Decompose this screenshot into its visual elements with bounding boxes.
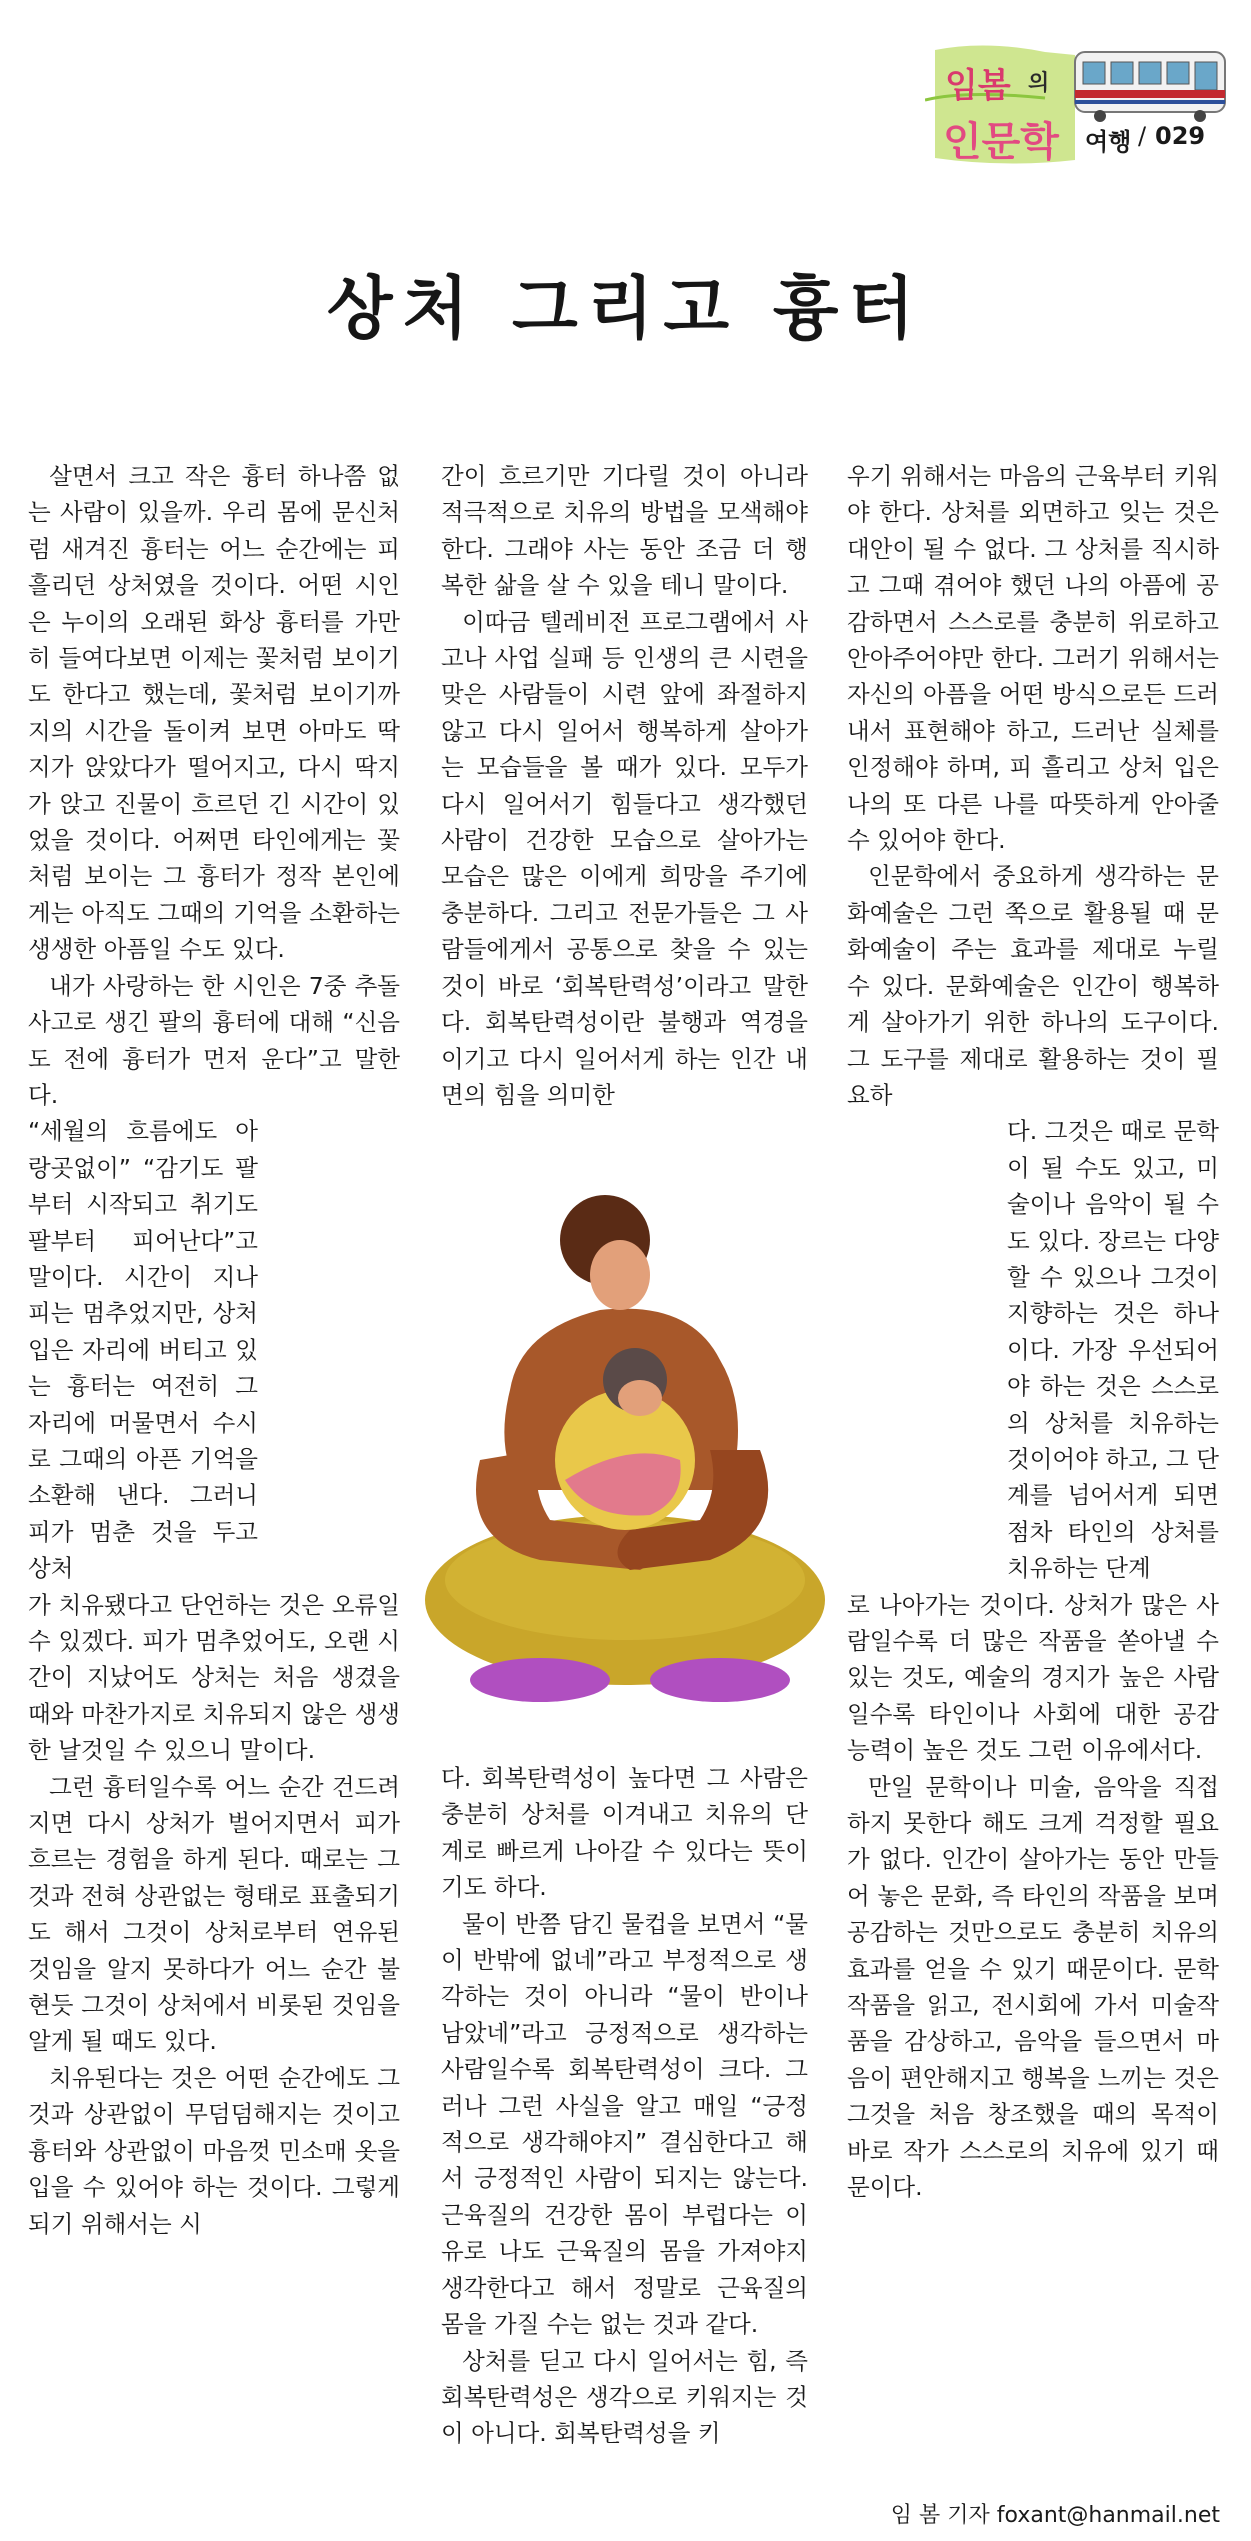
series-badge [925, 30, 1235, 170]
article-column-2-top [441, 458, 808, 1113]
paragraph-wrap: “세월의 흐름에도 아랑곳없이” “감기도 팔부터 시작되고 취기도 팔부터 피어난다”고 말이다. 시간이 지나 피는 멈추었지만, 상처 입은 자리에 버티고 있는 흉터는 여전히 그 자리에 머물면서 수시로 그때의 아픈 기억을 소환해 낸다. 그러니 피가 멈춘 것을 두고 상처 [28, 1117, 258, 1583]
paragraph: 물이 반쯤 담긴 물컵을 보면서 “물이 반밖에 없네”라고 부정적으로 생각하는 것이 아니라 “물이 반이나 남았네”라고 긍정적으로 생각하는 사람일수록 회복탄력성이 크다. 그러나 그런 사실을 알고 매일 “긍정적으로 생각해야지” 결심한다고 해서 긍정적인 사람이 되지는 않는다. 근육질의 건강한 몸이 부럽다는 이유로 나도 근육질의 몸을 가져야지 생각한다고 해서 정말로 근육질의 몸을 가질 수는 없는 것과 같다. [441, 1909, 808, 2339]
paragraph: 만일 문학이나 미술, 음악을 직접 하지 못한다 해도 크게 걱정할 필요가 없다. 인간이 살아가는 동안 만들어 놓은 문화, 즉 타인의 작품을 보며 공감하는 것만으로도 충분히 치유의 효과를 얻을 수 있기 때문이다. 문학작품을 읽고, 전시회에 가서 미술작품을 감상하고, 음악을 들으면서 마음이 편안해지고 행복을 느끼는 것은 그것을 처음 창조했을 때의 목적이 바로 작가 스스로의 치유에 있기 때문이다. [847, 1772, 1219, 2202]
series-name-of: 의 [1028, 71, 1050, 96]
series-name-part2: 인문학 [943, 119, 1059, 165]
paragraph: 간이 흐르기만 기다릴 것이 아니라 적극적으로 치유의 방법을 모색해야 한다. 그래야 사는 동안 조금 더 행복한 삶을 살 수 있을 테니 말이다. [441, 462, 808, 600]
paragraph: 상처를 딛고 다시 일어서는 힘, 즉 회복탄력성은 생각으로 키워지는 것이 아니다. 회복탄력성을 키 [441, 2346, 808, 2448]
paragraph-wrap: 다. 그것은 때로 문학이 될 수도 있고, 미술이나 음악이 될 수도 있다. 장르는 다양할 수 있으나 그것이 지향하는 것은 하나이다. 가장 우선되어야 하는 것은 스스로의 상처를 치유하는 것이어야 하고, 그 단계를 넘어서게 되면 점차 타인의 상처를 치유하는 단계 [1007, 1117, 1219, 1583]
paragraph: 로 나아가는 것이다. 상처가 많은 사람일수록 더 많은 작품을 쏟아낼 수 있는 것도, 예술의 경지가 높은 사람일수록 타인이나 사회에 대한 공감 능력이 높은 것도 그런 이유에서다. [847, 1590, 1219, 1765]
series-number: 029 [1155, 122, 1206, 150]
paragraph: 우기 위해서는 마음의 근육부터 키워야 한다. 상처를 외면하고 잊는 것은 대안이 될 수 없다. 그 상처를 직시하고 그때 겪어야 했던 나의 아픔에 공감하면서 스스로를 충분히 위로하고 안아주어야만 한다. 그러기 위해서는 자신의 아픔을 어떤 방식으로든 드러내서 표현해야 하고, 드러난 실체를 인정해야 하며, 피 흘리고 상처 입은 나의 또 다른 나를 따뜻하게 안아줄 수 있어야 한다. [847, 462, 1219, 855]
byline: 임 봄 기자 foxant@hanmail.net [890, 2503, 1220, 2528]
article-column-3 [847, 458, 1219, 2206]
article-headline: 상처 그리고 흉터 [326, 269, 925, 349]
paragraph: 살면서 크고 작은 흉터 하나쯤 없는 사람이 있을까. 우리 몸에 문신처럼 새겨진 흉터는 어느 순간에는 피 흘리던 상처였을 것이다. 어떤 시인은 누이의 오래된 화상 흉터를 가만히 들여다보면 이제는 꽃처럼 보이기도 한다고 했는데, 꽃처럼 보이기까지의 시간을 돌이켜 보면 아마도 딱지가 앉았다가 떨어지고, 다시 딱지가 앉고 진물이 흐르던 긴 시간이 있었을 것이다. 어쩌면 타인에게는 꽃처럼 보이는 그 흉터가 정작 본인에게는 아직도 그때의 기억을 소환하는 생생한 아픔일 수도 있다. [28, 462, 400, 964]
series-slash: / [1138, 122, 1147, 150]
paragraph: 가 치유됐다고 단언하는 것은 오류일 수 있겠다. 피가 멈추었어도, 오랜 시간이 지났어도 상처는 처음 생겼을 때와 마찬가지로 치유되지 않은 생생한 날것일 수 있으니 말이다. [28, 1590, 400, 1765]
paragraph: 치유된다는 것은 어떤 순간에도 그것과 상관없이 무덤덤해지는 것이고 흉터와 상관없이 마음껏 민소매 옷을 입을 수 있어야 하는 것이다. 그렇게 되기 위해서는 시 [28, 2063, 400, 2238]
paragraph: 다. 회복탄력성이 높다면 그 사람은 충분히 상처를 이겨내고 치유의 단계로 빠르게 나아갈 수 있다는 뜻이기도 하다. [441, 1764, 808, 1902]
series-name-part1: 임봄 [945, 66, 1011, 106]
paragraph: 인문학에서 중요하게 생각하는 문화예술은 그런 쪽으로 활용될 때 문화예술이 주는 효과를 제대로 누릴 수 있다. 문화예술은 인간이 행복하게 살아가기 위한 하나의 도구이다. 그 도구를 제대로 활용하는 것이 필요하 [847, 862, 1219, 1109]
wrapped-text-block [28, 1113, 258, 1586]
article-column-2-bottom [441, 1760, 808, 2452]
paragraph: 내가 사랑하는 한 시인은 7중 추돌사고로 생긴 팔의 흉터에 대해 “신음도 전에 흉터가 먼저 운다”고 말한다. [28, 971, 400, 1109]
mother-child-illustration [390, 1160, 860, 1720]
paragraph: 이따금 텔레비전 프로그램에서 사고나 사업 실패 등 인생의 큰 시련을 맞은 사람들이 시련 앞에 좌절하지 않고 다시 일어서 행복하게 살아가는 모습들을 볼 때가 있다. 모두가 다시 일어서기 힘들다고 생각했던 사람이 건강한 모습으로 살아가는 모습은 많은 이에게 희망을 주기에 충분하다. 그리고 전문가들은 그 사람들에게서 공통으로 찾을 수 있는 것이 바로 ‘회복탄력성’이라고 말한다. 회복탄력성이란 불행과 역경을 이기고 다시 일어서게 하는 인간 내면의 힘을 의미한 [441, 607, 808, 1109]
article-column-1 [28, 458, 400, 2242]
wrapped-text-block [1007, 1113, 1219, 1586]
series-trip-label: 여행 [1085, 128, 1132, 156]
paragraph: 그런 흉터일수록 어느 순간 건드려지면 다시 상처가 벌어지면서 피가 흐르는 경험을 하게 된다. 때로는 그것과 전혀 상관없는 형태로 표출되기도 해서 그것이 상처로부터 연유된 것임을 알지 못하다가 어느 순간 불현듯 그것이 상처에서 비롯된 것임을 알게 될 때도 있다. [28, 1772, 400, 2056]
